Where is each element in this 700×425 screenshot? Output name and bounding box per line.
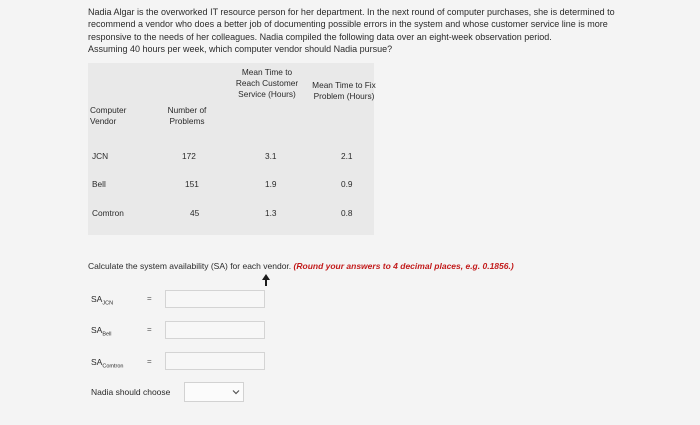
header-problems: Number of Problems (167, 105, 207, 126)
instructions (88, 261, 514, 271)
row-3-reach: 1.3 (265, 208, 277, 218)
row-1-vendor: JCN (92, 151, 109, 161)
header-fix: Mean Time to Fix Problem (Hours) (312, 80, 376, 101)
row-2-problems: 151 (185, 179, 199, 189)
choose-label: Nadia should choose (91, 387, 171, 397)
header-vendor: Computer Vendor (90, 105, 127, 126)
instructions-main: Calculate the system availability (SA) for each vendor. (88, 261, 292, 271)
mouse-pointer-icon (262, 274, 270, 286)
problem-statement (88, 6, 648, 55)
row-3-vendor: Comtron (92, 208, 124, 218)
sa-jcn-equals: = (147, 294, 152, 303)
row-2-fix: 0.9 (341, 179, 353, 189)
sa-comtron-label: $SA_{Comtron}$ (91, 357, 124, 370)
row-1-reach: 3.1 (265, 151, 277, 161)
vendor-select[interactable] (184, 382, 244, 402)
problem-question: Assuming 40 hours per week, which computer vendor should Nadia pursue? (88, 43, 393, 54)
header-reach: Mean Time to Reach Customer Service (Hours) (235, 67, 299, 99)
row-2-reach: 1.9 (265, 179, 277, 189)
sa-bell-input[interactable] (165, 321, 265, 339)
chevron-down-icon (232, 388, 240, 396)
problem-text: Nadia Algar is the overworked IT resource person for her department. In the next round of computer purchases, she is determined to recommend a vendor who does a better job of documenting possible errors in the system and whose customer service line is more responsive to the needs of her colleagues. Nadia compiled the following data over an eight-week observation period. (88, 7, 615, 42)
row-2-vendor: Bell (92, 179, 106, 189)
row-1-fix: 2.1 (341, 151, 353, 161)
sa-bell-equals: = (147, 325, 152, 334)
sa-bell-label: $SA_{Bell}$ (91, 325, 112, 338)
sa-jcn-input[interactable] (165, 290, 265, 308)
vendor-data-table (88, 63, 374, 235)
row-3-problems: 45 (190, 208, 200, 218)
row-1-problems: 172 (182, 151, 196, 161)
row-3-fix: 0.8 (341, 208, 353, 218)
sa-comtron-equals: = (147, 357, 152, 366)
instructions-rounding-note: (Round your answers to 4 decimal places, e.g. 0.1856.) (293, 261, 514, 271)
sa-comtron-input[interactable] (165, 352, 265, 370)
sa-jcn-label: $SA_{JCN}$ (91, 294, 114, 307)
